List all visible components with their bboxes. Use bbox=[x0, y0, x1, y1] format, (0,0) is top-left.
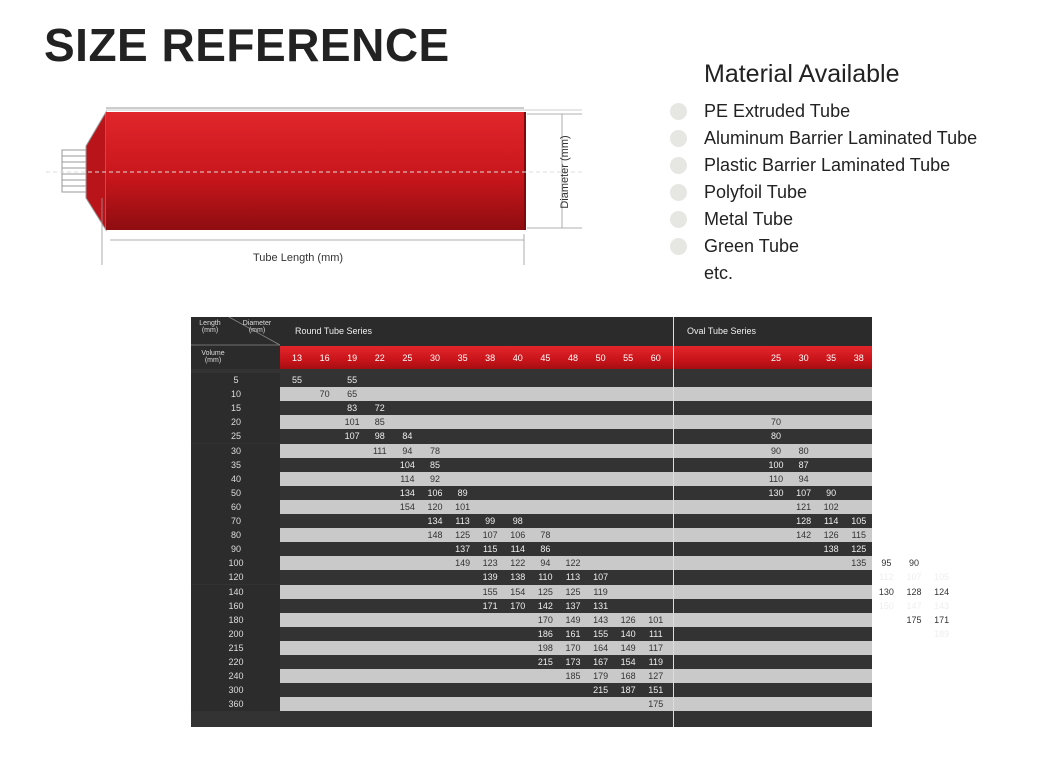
length-cell: 107 bbox=[344, 431, 360, 442]
length-cell: 122 bbox=[510, 558, 526, 569]
length-cell: 198 bbox=[537, 642, 553, 653]
length-cell: 115 bbox=[483, 544, 498, 555]
length-cell: 89 bbox=[457, 487, 468, 498]
table-row bbox=[191, 458, 872, 472]
corner-volume: Volume (mm) bbox=[201, 350, 225, 364]
length-cell: 90 bbox=[826, 487, 837, 498]
table-row bbox=[191, 373, 872, 387]
length-cell: 94 bbox=[540, 558, 551, 569]
table-row bbox=[191, 542, 872, 556]
length-cell: 78 bbox=[429, 445, 440, 456]
table-row bbox=[191, 585, 950, 599]
bullet-icon bbox=[670, 103, 687, 120]
tube-illustration bbox=[40, 100, 600, 275]
length-cell: 106 bbox=[427, 487, 443, 498]
volume-cell: 220 bbox=[228, 657, 244, 667]
length-cell: 135 bbox=[851, 558, 867, 569]
length-cell: 168 bbox=[620, 671, 636, 682]
table-row bbox=[191, 472, 872, 486]
diameter-header-cell: 19 bbox=[347, 353, 358, 363]
length-cell: 101 bbox=[344, 417, 360, 428]
length-cell: 111 bbox=[648, 628, 663, 639]
length-cell: 101 bbox=[455, 501, 471, 512]
table-row bbox=[191, 683, 872, 697]
length-cell: 171 bbox=[934, 614, 950, 625]
length-cell: 154 bbox=[620, 657, 636, 667]
table-row bbox=[191, 556, 919, 570]
length-cell: 92 bbox=[429, 473, 440, 484]
volume-cell: 360 bbox=[228, 699, 244, 710]
length-cell: 127 bbox=[648, 671, 664, 682]
length-cell: 175 bbox=[648, 699, 664, 710]
diameter-header-cell: 30 bbox=[429, 353, 440, 363]
length-cell: 113 bbox=[455, 516, 470, 526]
length-cell: 143 bbox=[593, 614, 609, 625]
length-cell: 115 bbox=[851, 530, 866, 541]
diameter-header-cell: 25 bbox=[770, 353, 781, 363]
table-row bbox=[191, 415, 872, 429]
length-cell: 173 bbox=[565, 657, 581, 667]
length-cell: 134 bbox=[427, 516, 443, 526]
length-cell: 142 bbox=[537, 600, 553, 611]
length-cell: 138 bbox=[823, 544, 839, 555]
length-cell: 100 bbox=[768, 459, 784, 470]
table-row bbox=[191, 641, 872, 655]
length-cell: 154 bbox=[399, 501, 415, 512]
diameter-header-cell: 45 bbox=[540, 353, 551, 363]
length-cell: 149 bbox=[620, 642, 636, 653]
length-cell: 105 bbox=[934, 572, 950, 583]
length-cell: 121 bbox=[796, 501, 812, 512]
length-cell: 137 bbox=[455, 544, 471, 555]
length-cell: 123 bbox=[482, 558, 498, 569]
table-row bbox=[191, 486, 872, 500]
length-cell: 142 bbox=[796, 530, 812, 541]
length-cell: 148 bbox=[427, 530, 443, 541]
length-cell: 95 bbox=[881, 558, 892, 569]
length-cell: 104 bbox=[399, 459, 415, 470]
diameter-header-cell: 30 bbox=[798, 353, 809, 363]
table-row bbox=[191, 613, 950, 627]
material-list bbox=[668, 58, 1048, 287]
length-cell: 110 bbox=[538, 572, 553, 583]
length-cell: 120 bbox=[427, 501, 443, 512]
volume-cell: 300 bbox=[228, 685, 244, 696]
diameter-header-cell: 35 bbox=[457, 353, 468, 363]
length-cell: 215 bbox=[593, 685, 609, 696]
size-table bbox=[191, 317, 950, 727]
length-cell: 83 bbox=[347, 403, 358, 414]
bullet-icon bbox=[670, 130, 687, 147]
length-cell: 72 bbox=[374, 403, 385, 414]
length-cell: 99 bbox=[485, 516, 496, 526]
diameter-header-cell: 50 bbox=[595, 353, 606, 363]
length-cell: 110 bbox=[768, 473, 784, 484]
length-cell: 130 bbox=[878, 586, 894, 597]
volume-cell: 25 bbox=[230, 431, 241, 442]
length-cell: 87 bbox=[798, 459, 809, 470]
table-row bbox=[191, 528, 872, 542]
volume-cell: 160 bbox=[228, 600, 244, 611]
volume-cell: 120 bbox=[228, 572, 244, 583]
diameter-header-cell: 16 bbox=[319, 353, 330, 363]
length-cell: 170 bbox=[565, 642, 581, 653]
diameter-header-cell: 38 bbox=[853, 353, 864, 363]
volume-cell: 80 bbox=[230, 530, 241, 541]
table-row bbox=[191, 387, 872, 401]
length-cell: 85 bbox=[429, 459, 440, 470]
length-cell: 90 bbox=[770, 445, 781, 456]
volume-cell: 15 bbox=[230, 403, 241, 414]
length-cell: 130 bbox=[768, 487, 784, 498]
length-cell: 107 bbox=[593, 572, 609, 583]
volume-cell: 215 bbox=[228, 642, 244, 653]
diameter-header-cell: 55 bbox=[623, 353, 634, 363]
volume-cell: 5 bbox=[233, 375, 239, 385]
length-cell: 170 bbox=[537, 614, 553, 625]
length-cell: 85 bbox=[374, 417, 385, 428]
table-row bbox=[191, 570, 950, 584]
length-cell: 137 bbox=[565, 600, 581, 611]
material-item: Plastic Barrier Laminated Tube bbox=[668, 152, 1048, 179]
length-cell: 84 bbox=[402, 431, 413, 442]
length-cell: 114 bbox=[824, 516, 839, 526]
material-item: Green Tube bbox=[668, 233, 1048, 260]
length-cell: 125 bbox=[565, 586, 581, 597]
length-cell: 154 bbox=[510, 586, 526, 597]
volume-cell: 40 bbox=[230, 473, 241, 484]
diameter-header-cell: 40 bbox=[512, 353, 523, 363]
bullet-icon bbox=[670, 157, 687, 174]
cap-thread bbox=[62, 150, 86, 192]
length-cell: 151 bbox=[648, 685, 664, 696]
length-cell: 80 bbox=[798, 445, 809, 456]
length-cell: 55 bbox=[291, 375, 302, 385]
length-label: Tube Length (mm) bbox=[253, 252, 344, 264]
bullet-icon bbox=[670, 184, 687, 201]
oval-series-label: Oval Tube Series bbox=[687, 326, 757, 336]
length-cell: 113 bbox=[565, 572, 581, 583]
length-cell: 98 bbox=[374, 431, 385, 442]
bullet-icon bbox=[670, 238, 687, 255]
diameter-header-cell: 48 bbox=[567, 353, 578, 363]
length-cell: 147 bbox=[906, 600, 922, 611]
tube-diagram bbox=[40, 100, 600, 275]
length-cell: 107 bbox=[796, 487, 812, 498]
length-cell: 125 bbox=[455, 530, 471, 541]
table-row bbox=[191, 599, 950, 613]
diameter-header-cell: 35 bbox=[826, 353, 837, 363]
length-cell: 140 bbox=[620, 628, 636, 639]
volume-cell: 10 bbox=[230, 389, 241, 400]
series-header bbox=[280, 317, 872, 346]
diameter-header-cell: 25 bbox=[402, 353, 413, 363]
length-cell: 119 bbox=[593, 586, 608, 597]
volume-cell: 180 bbox=[228, 614, 244, 625]
length-cell: 55 bbox=[347, 375, 358, 385]
volume-cell: 200 bbox=[228, 628, 244, 639]
length-cell: 112 bbox=[879, 572, 894, 583]
length-cell: 117 bbox=[648, 642, 663, 653]
diameter-header-cell: 60 bbox=[650, 353, 661, 363]
table-row bbox=[191, 655, 872, 669]
length-cell: 134 bbox=[399, 487, 415, 498]
table-row bbox=[191, 429, 872, 443]
length-cell: 102 bbox=[823, 501, 839, 512]
corner-length: Length (mm) bbox=[199, 320, 221, 334]
material-item: Polyfoil Tube bbox=[668, 179, 1048, 206]
length-cell: 215 bbox=[537, 657, 553, 667]
length-cell: 86 bbox=[540, 544, 551, 555]
volume-cell: 35 bbox=[230, 459, 241, 470]
length-cell: 143 bbox=[934, 600, 950, 611]
length-cell: 189 bbox=[934, 628, 950, 639]
length-cell: 126 bbox=[620, 614, 636, 625]
page-title: SIZE REFERENCE bbox=[44, 19, 450, 71]
length-cell: 80 bbox=[770, 431, 781, 442]
volume-cell: 140 bbox=[228, 586, 244, 597]
length-cell: 149 bbox=[565, 614, 581, 625]
volume-cell: 50 bbox=[230, 487, 241, 498]
length-cell: 101 bbox=[648, 614, 664, 625]
diameter-header-cell: 40 bbox=[881, 353, 892, 363]
length-cell: 105 bbox=[851, 516, 867, 526]
length-cell: 170 bbox=[510, 600, 526, 611]
table-row bbox=[191, 627, 950, 641]
diameter-header-row bbox=[280, 346, 947, 369]
diameter-header-cell: 45 bbox=[908, 353, 919, 363]
material-item: Metal Tube bbox=[668, 206, 1048, 233]
length-cell: 106 bbox=[510, 530, 526, 541]
diameter-label: Diameter (mm) bbox=[559, 135, 571, 209]
volume-cell: 30 bbox=[230, 445, 241, 456]
round-series-label: Round Tube Series bbox=[295, 326, 373, 336]
length-cell: 128 bbox=[906, 586, 922, 597]
length-cell: 94 bbox=[798, 473, 809, 484]
length-cell: 155 bbox=[593, 628, 609, 639]
length-cell: 78 bbox=[540, 530, 551, 541]
length-cell: 126 bbox=[823, 530, 839, 541]
volume-cell: 20 bbox=[230, 417, 241, 428]
length-cell: 128 bbox=[796, 516, 812, 526]
length-cell: 171 bbox=[482, 600, 498, 611]
length-cell: 114 bbox=[400, 473, 415, 484]
length-cell: 70 bbox=[770, 417, 781, 428]
length-cell: 107 bbox=[906, 572, 922, 583]
table-row bbox=[191, 697, 872, 711]
length-cell: 155 bbox=[482, 586, 498, 597]
diameter-header-cell: 38 bbox=[485, 353, 496, 363]
length-cell: 175 bbox=[906, 614, 922, 625]
diameter-header-cell: 13 bbox=[291, 353, 302, 363]
length-cell: 107 bbox=[482, 530, 498, 541]
bullet-icon bbox=[670, 211, 687, 228]
volume-cell: 70 bbox=[230, 516, 241, 526]
length-cell: 185 bbox=[565, 671, 581, 682]
length-cell: 125 bbox=[851, 544, 867, 555]
volume-cell: 240 bbox=[228, 671, 244, 682]
table-row bbox=[191, 444, 872, 458]
length-cell: 164 bbox=[593, 642, 609, 653]
length-cell: 179 bbox=[593, 671, 609, 682]
series-divider bbox=[673, 317, 674, 727]
table-row bbox=[191, 401, 872, 415]
length-cell: 167 bbox=[593, 657, 609, 667]
length-cell: 149 bbox=[455, 558, 471, 569]
length-cell: 139 bbox=[482, 572, 498, 583]
length-cell: 70 bbox=[319, 389, 330, 400]
length-cell: 125 bbox=[537, 586, 553, 597]
length-cell: 90 bbox=[908, 558, 919, 569]
length-cell: 186 bbox=[537, 628, 553, 639]
length-cell: 161 bbox=[565, 628, 581, 639]
length-cell: 114 bbox=[510, 544, 525, 555]
table-row bbox=[191, 500, 872, 514]
length-cell: 131 bbox=[593, 600, 609, 611]
length-cell: 187 bbox=[620, 685, 636, 696]
table-corner-header bbox=[191, 317, 280, 369]
material-item: Aluminum Barrier Laminated Tube bbox=[668, 125, 1048, 152]
corner-diameter: Diameter (mm) bbox=[242, 320, 272, 334]
table-row bbox=[191, 514, 872, 528]
length-cell: 111 bbox=[372, 445, 387, 456]
length-cell: 138 bbox=[510, 572, 526, 583]
volume-cell: 90 bbox=[230, 544, 241, 555]
material-heading: Material Available bbox=[704, 60, 900, 88]
table-row bbox=[191, 669, 872, 683]
length-cell: 119 bbox=[648, 657, 663, 667]
length-cell: 94 bbox=[402, 445, 413, 456]
material-item: etc. bbox=[704, 263, 734, 283]
diameter-header-cell: 22 bbox=[374, 353, 385, 363]
length-cell: 122 bbox=[565, 558, 581, 569]
diameter-header-cell: 50 bbox=[936, 353, 947, 363]
length-cell: 124 bbox=[934, 586, 950, 597]
volume-cell: 60 bbox=[230, 501, 241, 512]
volume-cell: 100 bbox=[228, 558, 244, 569]
length-cell: 98 bbox=[512, 516, 523, 526]
length-cell: 150 bbox=[878, 600, 894, 611]
material-item: PE Extruded Tube bbox=[668, 98, 1048, 125]
length-cell: 65 bbox=[347, 389, 358, 400]
